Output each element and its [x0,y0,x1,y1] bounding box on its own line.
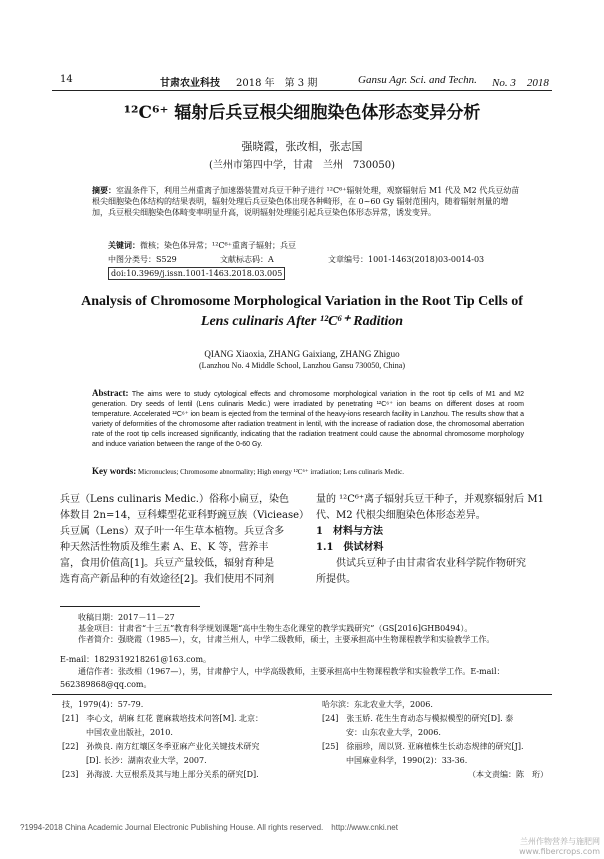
authors-cn: 强晓霞，张改相，张志国 [241,140,363,153]
abstract-en-text: The aims were to study cytological effects and chromosome morphological variation in the root tip cells of M1 and M2 generation. Dry seeds of lentil (Lens culinaris Medic.) were irradiated by penetrating ¹²C⁶⁺ ion beams on different doses at room temperature. Accelerated ¹²C⁶⁺ ion beam is ejected from the terminal of the heavy-ions research facility in Lanzhou. The results show that a variety of deformities of the chromosome after radiation treatment in lentil, with the increase of radiation dose, the chromosomal aberration rate of the root tip cells increased significantly, indicating that the radiation treatment could cause the abnormal chromosome morphology and induce variation between the range of the 0-60 Gy. [92,391,524,448]
doi: doi:10.3969/j.issn.1001-1463.2018.03.005 [108,267,285,280]
author-bio: 作者简介：强晓霞（1985—），女，甘肃兰州人，中学二级教师，硕士，主要承担高中生物课程教学和实验教学工作。 [78,635,495,644]
body-line: 体数目 2n=14，豆科蝶型花亚科野豌豆族（Viciease） [60,510,310,521]
corresponding-email: 562389868@qq.com。 [60,680,152,689]
abstract-cn-label: 摘要： [92,185,116,195]
body-line: 兵豆（Lens culinaris Medic.）俗称小扁豆，染色 [60,494,289,505]
reference-line: [25] 徐丽珍，周以贤. 亚麻植株生长动态规律的研究[J]. [322,742,524,751]
keywords-cn-label: 关键词： [108,240,140,250]
reference-line: [22] 孙焕良. 南方红壤区冬季亚麻产业化关键技术研究 [62,742,260,751]
footnote-rule [60,606,200,607]
keywords-en-label: Key words: [92,466,137,476]
body-line: 供试兵豆种子由甘肃省农业科学院作物研究 [316,558,526,569]
reference-line: [D]. 长沙：湖南农业大学，2007. [62,756,207,765]
abstract-cn-text: 室温条件下，利用兰州重离子加速器装置对兵豆干种子进行 ¹²C⁶⁺辐射处理，观察辐射后 M1 代及 M2 代兵豆幼苗根尖细胞染色体结构的结果表明，辐射处理后兵豆染色体出现各种畸形，在 0~60 Gy 辐射范围内，随着辐射剂量的增加，兵豆根尖细胞染色体畸变率明显升高，说明辐射处理能引起兵豆染色体形态异常，诱发变异。 [92,186,520,217]
body-line: 选育高产新品种的有效途径[2]。我们使用不同剂 [60,574,275,585]
abstract-en-label: Abstract: [92,388,129,398]
abstract-en [92,388,524,450]
reference-line: 安：山东农业大学，2006. [322,728,441,737]
section-heading: 1 材料与方法 [316,526,383,537]
reference-line: 中国农业出版社，2010. [62,728,173,737]
title-en-line1: Analysis of Chromosome Morphological Variation in the Root Tip Cells of [81,294,523,309]
keywords-cn-text: 微核；染色体异常；¹²C⁶⁺重离子辐射；兵豆 [140,241,296,250]
received-date: 收稿日期：2017－11－27 [78,613,175,622]
editor-note: （本文责编：陈 珩） [468,770,548,779]
keywords-en [92,466,524,477]
author-email: E-mail：1829319218261@163.com。 [60,655,212,664]
copyright-footer: ?1994-2018 China Academic Journal Electronic Publishing House. All rights reserved. http://www.cnki.net [20,823,398,832]
article-number: 文章编号：1001-1463(2018)03-0014-03 [328,255,485,264]
keywords-cn [108,240,296,251]
reference-line: [21] 李心文，胡麻 红花 蓖麻栽培技术问答[M]. 北京： [62,714,264,723]
reference-line: 技，1979(4)：57-79. [62,700,144,709]
body-left-column [60,492,310,588]
body-line: 种天然活性物质及维生素 A、E、K 等，营养丰 [60,542,269,553]
journal-name-cn: 甘肃农业科技 [160,78,220,89]
subsection-heading: 1.1 供试材料 [316,542,384,553]
body-line: 代、M2 代根尖细胞染色体形态差异。 [316,510,486,521]
affiliation-cn: (兰州市第四中学，甘肃 兰州 730050) [209,160,395,171]
reference-line: [23] 孙海波. 大豆根系及其与地上部分关系的研究[D]. [62,770,259,779]
reference-line: 哈尔滨：东北农业大学，2006. [322,700,433,709]
header-rule [52,90,552,91]
reference-line: 中国麻业科学，1990(2)：33-36. [322,756,468,765]
body-line: 兵豆属（Lens）双子叶一年生草本植物。兵豆含多 [60,526,285,537]
journal-name-en: Gansu Agr. Sci. and Techn. [358,74,477,86]
clc-number: 中图分类号：S529 [108,255,177,264]
corresponding-author: 通信作者：张改相（1967—），男，甘肃静宁人，中学高级教师，主要承担高中生物课程教学和实验教学工作。E-mail： [78,667,505,676]
affiliation-en: (Lanzhou No. 4 Middle School, Lanzhou Gansu 730050, China) [199,361,405,370]
body-right-column [316,492,556,588]
title-en-line2: Lens culinaris After ¹²C⁶⁺ Radition [200,314,404,329]
keywords-en-text: Micronucleus; Chromosome abnormality; High energy ¹²C⁶⁺ irradiation; Lens culinaris Medic. [138,468,405,476]
issue-en: No. 3 2018 [492,77,549,89]
body-line: 富，食用价值高[1]。兵豆产量较低，辐射育种是 [60,558,275,569]
abstract-cn [92,185,522,218]
page-number: 14 [60,74,73,85]
reference-line: [24] 张玉娇. 花生生育动态与模拟模型的研究[D]. 泰 [322,714,514,723]
document-code: 文献标志码：A [220,255,274,264]
year-issue-cn: 2018 年 第 3 期 [236,78,318,89]
body-line: 所提供。 [316,574,356,585]
references-right [322,698,558,782]
watermark: 兰州作物营养与施肥网 www.fibercrops.com [519,837,600,856]
body-line: 量的 ¹²C⁶⁺离子辐射兵豆干种子，并观察辐射后 M1 [316,494,544,505]
fund-project: 基金项目：甘肃省“十三五”教育科学规划课题“高中生物生态化课堂的教学实践研究”（GS[2016]GHB0494）。 [78,624,473,633]
title-cn: ¹²C⁶⁺ 辐射后兵豆根尖细胞染色体形态变异分析 [123,103,481,123]
authors-en: QIANG Xiaoxia, ZHANG Gaixiang, ZHANG Zhiguo [204,349,400,359]
references-left [62,698,312,782]
refs-rule [52,694,552,695]
footnote [78,612,558,645]
